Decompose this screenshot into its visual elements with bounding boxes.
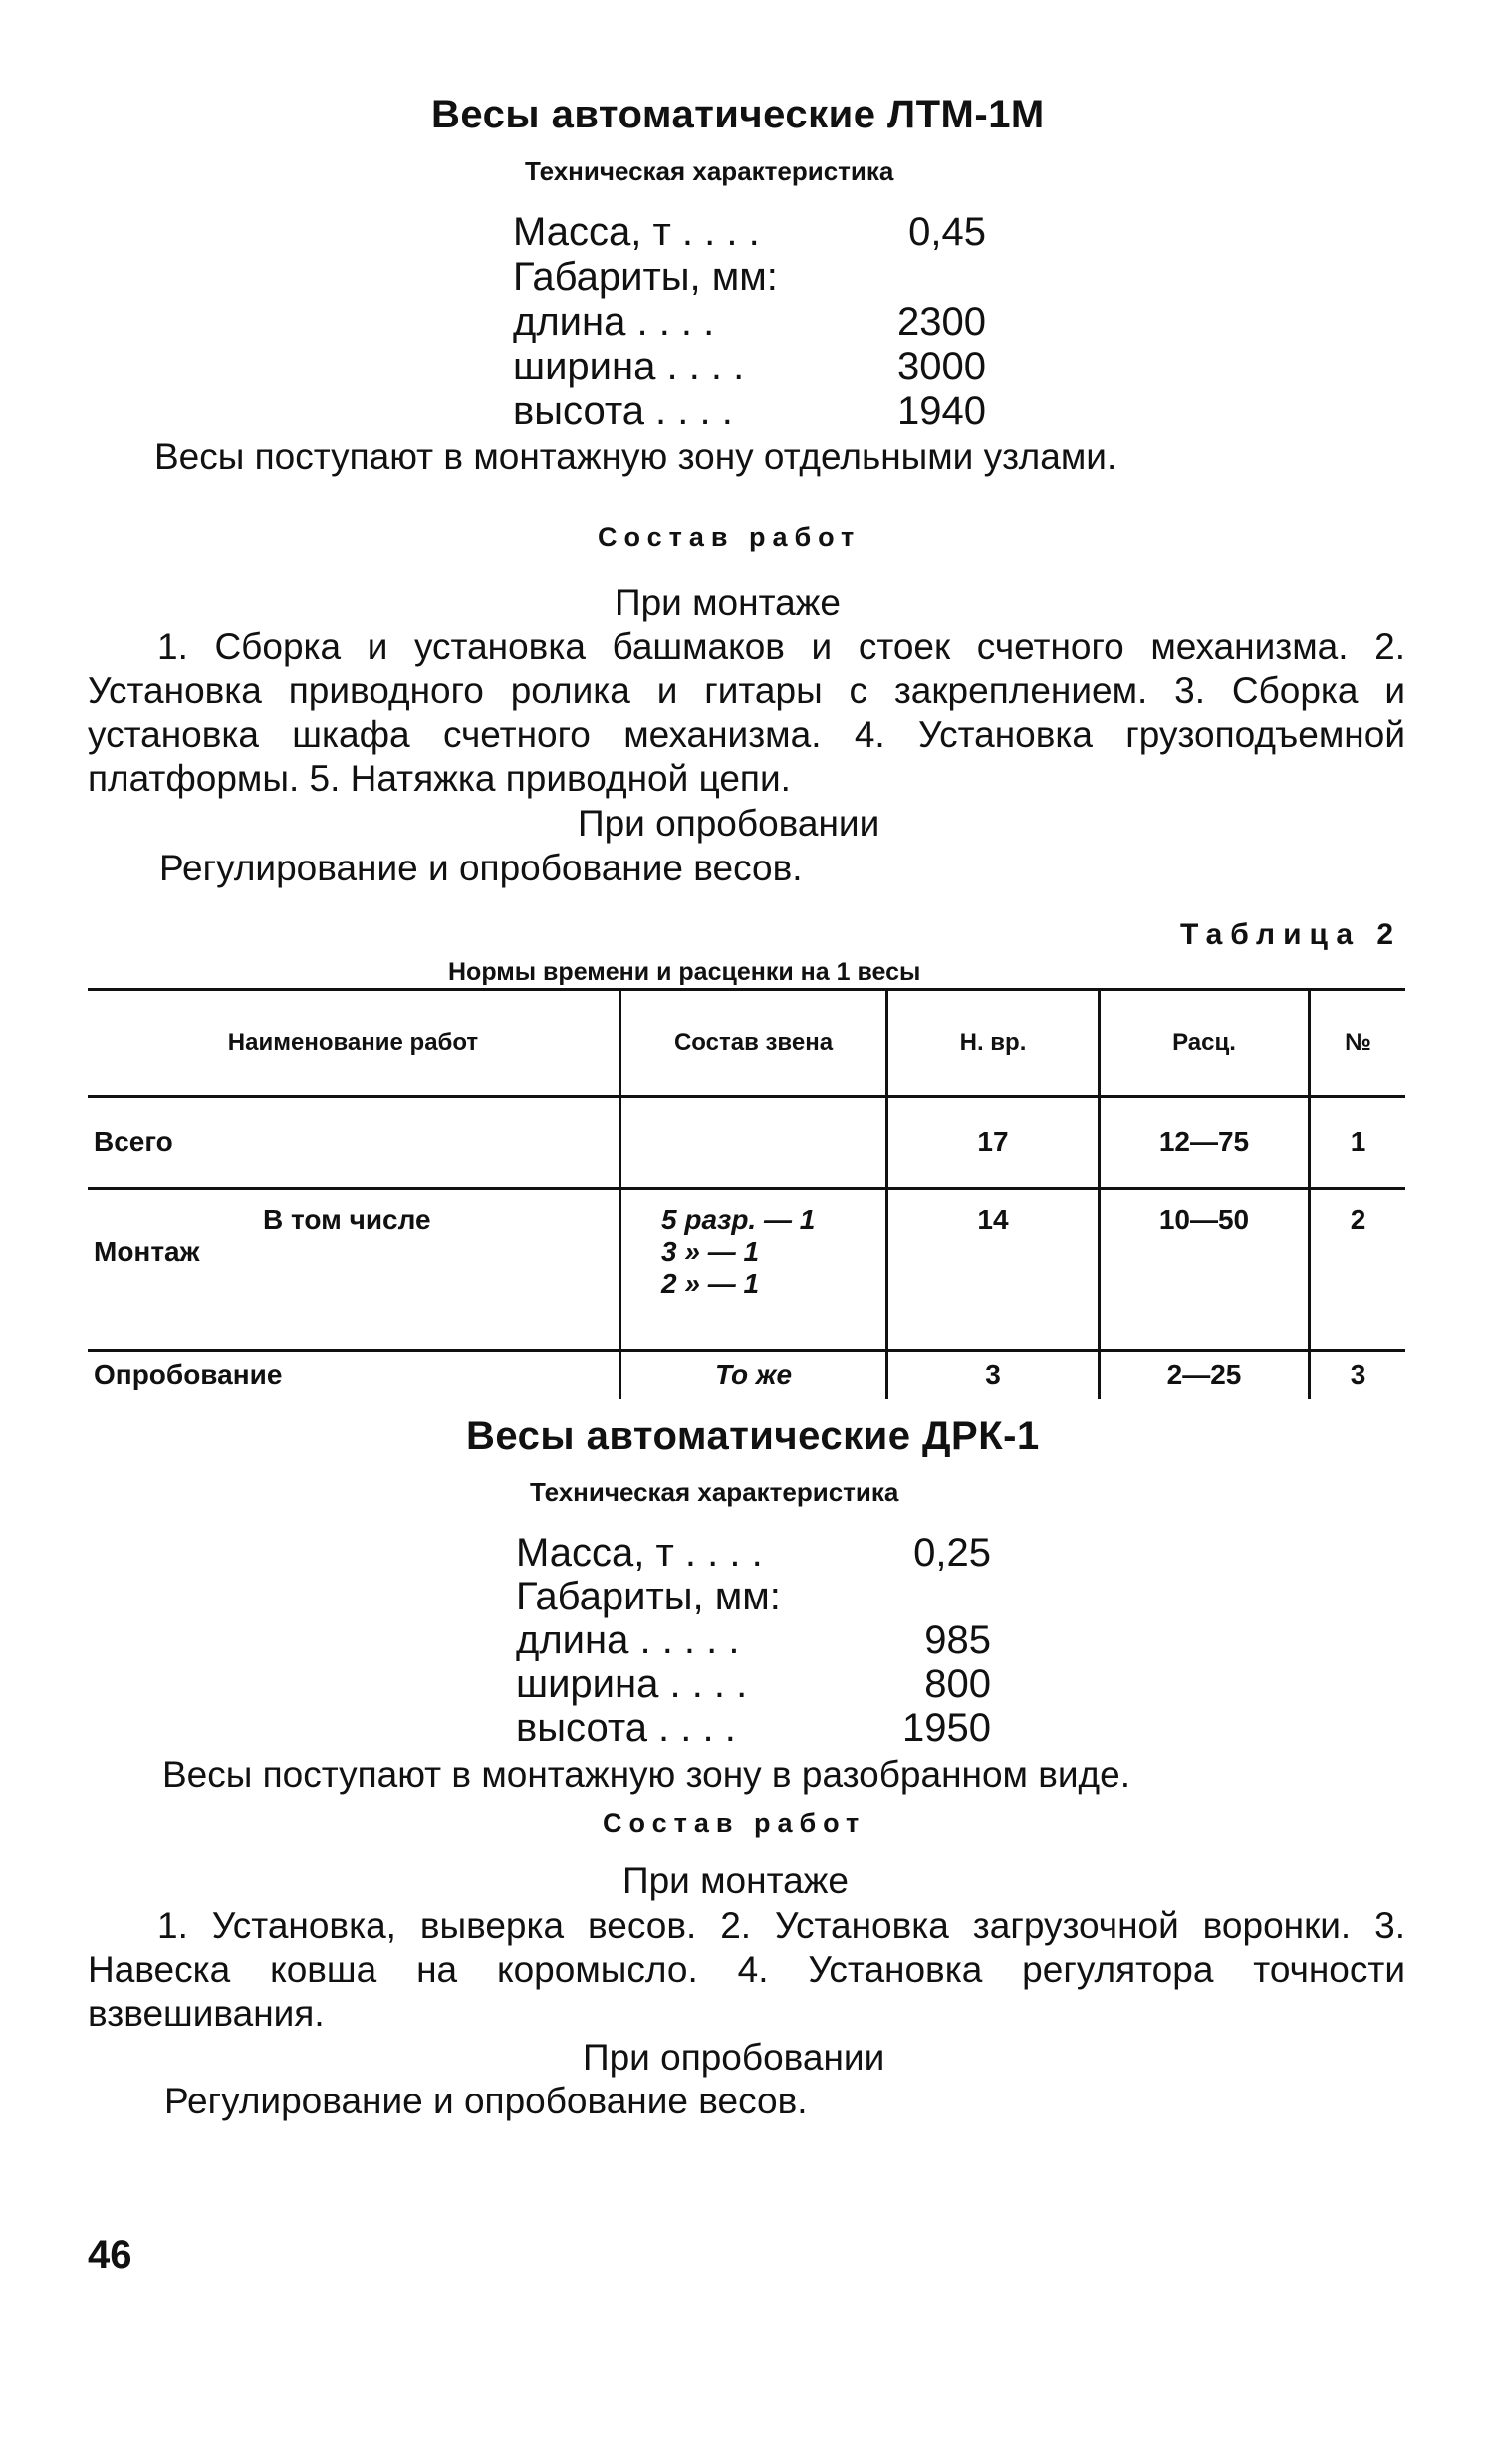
spec-label: Масса, т . . . . [513,210,760,254]
spec-label: длина . . . . . [516,1618,740,1662]
spec-label: длина . . . . [513,300,715,344]
section2-mount-heading: При монтаже [622,1860,850,1901]
spec-row-mass [513,209,986,255]
section1-mount-heading: При монтаже [615,582,842,622]
cell-rate: 10—50 [1100,1189,1310,1351]
section2-works-heading: Состав работ [603,1808,866,1838]
spec-label: ширина . . . . [513,345,745,388]
spec-label: Габариты, мм: [516,1575,781,1618]
spec-row-dims [513,254,986,300]
norms-table [88,988,1405,1399]
spec-value: 1940 [897,389,986,433]
col-header-norm: Н. вр. [887,990,1100,1097]
crew-line: 3 » — 1 [661,1236,760,1267]
cell-norm: 17 [887,1097,1100,1189]
section1-tech-heading: Техническая характеристика [525,156,894,186]
cell-norm: 14 [887,1189,1100,1351]
spec-label: высота . . . . [516,1706,736,1750]
col-header-name: Наименование работ [88,990,620,1097]
spec-row-mass [516,1530,991,1576]
spec-row-length [516,1617,991,1663]
cell-crew [620,1189,887,1351]
spec-label: Габариты, мм: [513,255,778,299]
table-row [88,1097,1405,1189]
cell-crew [620,1097,887,1189]
spec-label: Масса, т . . . . [516,1531,763,1575]
cell-no: 2 [1310,1189,1406,1351]
table-caption: Нормы времени и расценки на 1 весы [448,958,921,986]
cell-rate: 2—25 [1100,1351,1310,1400]
section2-test-heading: При опробовании [583,2037,885,2078]
spec-value: 0,25 [913,1531,991,1575]
spec-value: 3000 [897,345,986,388]
cell-no: 1 [1310,1097,1406,1189]
spec-row-length [513,299,986,345]
table-row [88,1351,1405,1400]
section1-delivery: Весы поступают в монтажную зону отдельными узлами. [154,436,1117,477]
table-row [88,1189,1405,1351]
col-header-no: № [1310,990,1406,1097]
cell-no: 3 [1310,1351,1406,1400]
section2-mount-text: 1. Установка, выверка весов. 2. Установка загрузочной воронки. 3. Навеска ковша на коромысло. 4. Установка регулятора точности взвешивания. [88,1905,1405,2034]
cell-name: Всего [88,1097,620,1189]
spec-value: 800 [924,1662,991,1706]
col-header-rate: Расц. [1100,990,1310,1097]
spec-row-dims [516,1574,991,1619]
section2-title: Весы автоматические ДРК-1 [466,1414,1040,1458]
section2-tech-heading: Техническая характеристика [530,1477,899,1507]
cell-name-text: Монтаж [94,1236,200,1267]
cell-norm: 3 [887,1351,1100,1400]
table-header-row [88,990,1405,1097]
spec-value: 1950 [902,1706,991,1750]
section1-works-heading: Состав работ [598,522,862,552]
crew-line: 2 » — 1 [661,1268,760,1299]
section1-test-text: Регулирование и опробование весов. [159,848,803,888]
spec-value: 2300 [897,300,986,344]
cell-name: Опробование [94,1359,283,1390]
page-number: 46 [88,2233,132,2277]
cell-crew: То же [620,1351,887,1400]
spec-value: 985 [924,1618,991,1662]
section1-mount-text: 1. Сборка и установка башмаков и стоек счетного механизма. 2. Установка приводного ролика и гитары с закреплением. 3. Сборка и установка шкафа счетного механизма. 4. Установка грузоподъемной платформы. 5. Натяжка приводной цепи. [88,626,1405,799]
section1-title: Весы автоматические ЛТМ-1М [431,93,1045,136]
spec-label: ширина . . . . [516,1662,748,1706]
spec-row-height [513,388,986,434]
cell-name [88,1189,620,1351]
spec-row-width [516,1661,991,1707]
spec-value: 0,45 [908,210,986,254]
cell-subheading: В том числе [263,1204,431,1235]
crew-line: 5 разр. — 1 [661,1204,816,1235]
section2-test-text: Регулирование и опробование весов. [164,2081,808,2121]
col-header-crew: Состав звена [620,990,887,1097]
spec-row-width [513,344,986,389]
spec-label: высота . . . . [513,389,733,433]
section2-delivery: Весы поступают в монтажную зону в разобранном виде. [162,1754,1131,1795]
table-label: Таблица 2 [1180,918,1402,951]
cell-rate: 12—75 [1100,1097,1310,1189]
section1-test-heading: При опробовании [578,803,880,844]
spec-row-height [516,1705,991,1751]
